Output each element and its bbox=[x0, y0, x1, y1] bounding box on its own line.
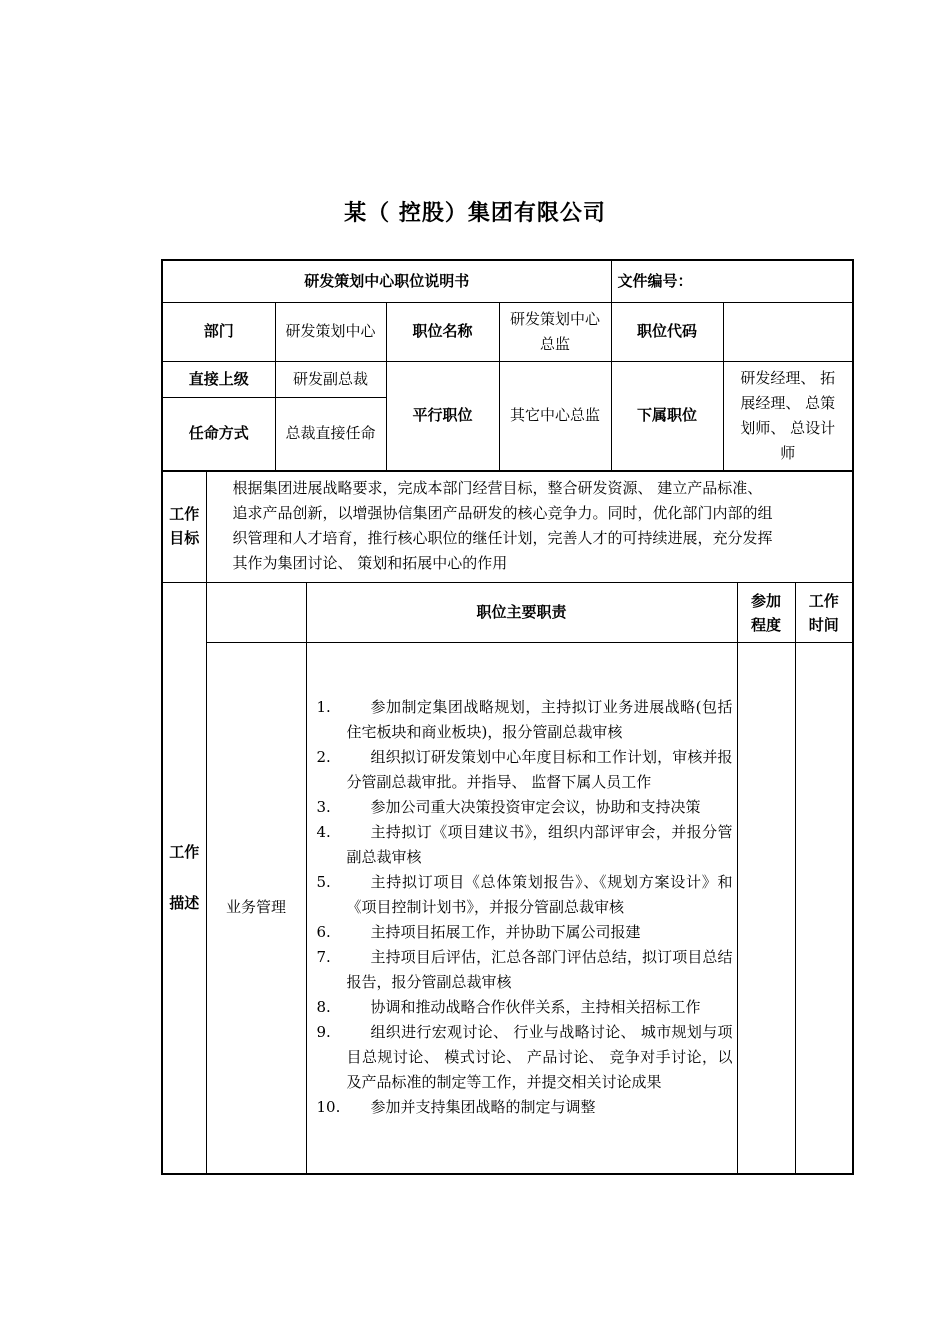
duties-list bbox=[306, 643, 737, 1174]
subordinate-line: 展经理、 总策 bbox=[740, 393, 836, 412]
duty-item bbox=[317, 995, 733, 1020]
duty-number: 1. bbox=[316, 698, 331, 717]
duty-item bbox=[317, 945, 733, 995]
category-header-empty bbox=[206, 583, 306, 643]
goal-line: 根据集团进展战略要求，完成本部门经营目标，整合研发资源、 建立产品标准、 bbox=[232, 479, 763, 497]
duty-text: 协调和推动战略合作伙伴关系，主持相关招标工作 bbox=[370, 998, 701, 1017]
duty-item bbox=[317, 1020, 733, 1095]
participation-degree-cell bbox=[737, 643, 795, 1174]
appointment-method-label: 任命方式 bbox=[162, 397, 275, 470]
duty-number: 3. bbox=[316, 798, 331, 817]
position-code-value bbox=[723, 302, 853, 361]
direct-superior-value: 研发副总裁 bbox=[275, 361, 386, 397]
position-name-line-2: 总监 bbox=[540, 334, 571, 353]
work-time-header bbox=[795, 583, 853, 643]
duty-number: 2. bbox=[316, 748, 331, 767]
duty-text: 组织进行宏观讨论、 行业与战略讨论、 城市规划与项目总规讨论、 模式讨论、 产品讨论、 竞争对手讨论，以及产品标准的制定等工作，并提交相关讨论成果 bbox=[346, 1023, 733, 1092]
parallel-position-value: 其它中心总监 bbox=[499, 361, 611, 471]
company-title: 某（ 控股）集团有限公司 bbox=[344, 201, 606, 226]
file-number-label: 文件编号： bbox=[611, 260, 853, 302]
goal-line: 织管理和人才培育，推行核心职位的继任计划，完善人才的可持续进展，充分发挥 bbox=[232, 529, 773, 547]
duty-item bbox=[317, 695, 733, 745]
duty-number: 7. bbox=[316, 948, 331, 967]
position-info-table bbox=[161, 259, 854, 472]
duty-number: 8. bbox=[316, 998, 331, 1017]
position-name-value bbox=[499, 302, 611, 361]
duty-item bbox=[317, 745, 733, 795]
job-description-table bbox=[161, 470, 854, 1175]
work-time-cell bbox=[795, 643, 853, 1174]
goal-line: 其作为集团讨论、 策划和拓展中心的作用 bbox=[232, 554, 508, 572]
position-name-label: 职位名称 bbox=[386, 302, 499, 361]
duty-item bbox=[317, 1095, 733, 1120]
work-goal-text bbox=[206, 470, 853, 583]
parallel-position-label: 平行职位 bbox=[386, 361, 499, 471]
position-name-line-1: 研发策划中心 bbox=[510, 309, 601, 328]
duty-text: 主持项目后评估，汇总各部门评估总结，拟订项目总结报告，报分管副总裁审核 bbox=[346, 948, 733, 992]
work-time-line-1: 工作 bbox=[808, 591, 839, 610]
duty-item bbox=[317, 795, 733, 820]
appointment-method-value: 总裁直接任命 bbox=[275, 397, 386, 470]
goal-line: 追求产品创新，以增强协信集团产品研发的核心竞争力。同时，优化部门内部的组 bbox=[232, 504, 773, 522]
participation-line-2: 程度 bbox=[750, 615, 781, 634]
duty-text: 主持拟订《项目建议书》，组织内部评审会，并报分管副总裁审核 bbox=[346, 823, 733, 867]
duty-text: 参加并支持集团战略的制定与调整 bbox=[370, 1098, 596, 1117]
participation-degree-header bbox=[737, 583, 795, 643]
subordinate-line: 研发经理、 拓 bbox=[740, 368, 836, 387]
work-time-line-2: 时间 bbox=[808, 615, 839, 634]
participation-line-1: 参加 bbox=[750, 591, 781, 610]
duty-text: 参加公司重大决策投资审定会议，协助和支持决策 bbox=[370, 798, 701, 817]
main-duties-header: 职位主要职责 bbox=[306, 583, 737, 643]
work-goal-label bbox=[162, 470, 206, 583]
duty-text: 主持拟订项目《总体策划报告》、《规划方案设计》和《项目控制计划书》，并报分管副总裁审核 bbox=[346, 873, 733, 917]
department-value: 研发策划中心 bbox=[275, 302, 386, 361]
work-goal-label-line-1: 工作 bbox=[169, 505, 200, 523]
duty-text: 主持项目拓展工作，并协助下属公司报建 bbox=[370, 923, 641, 942]
subordinate-line: 划师、 总设计 bbox=[740, 418, 836, 437]
duty-number: 6. bbox=[316, 923, 331, 942]
duty-number: 4. bbox=[316, 823, 331, 842]
subordinate-position-label: 下属职位 bbox=[611, 361, 723, 471]
duty-number: 10. bbox=[316, 1098, 341, 1117]
business-management-category: 业务管理 bbox=[206, 643, 306, 1174]
duty-item bbox=[317, 920, 733, 945]
duty-item bbox=[317, 820, 733, 870]
duty-text: 参加制定集团战略规划，主持拟订业务进展战略(包括住宅板块和商业板块)，报分管副总裁审核 bbox=[346, 698, 733, 742]
direct-superior-label: 直接上级 bbox=[162, 361, 275, 397]
subordinate-line: 师 bbox=[780, 443, 796, 462]
work-description-label-line-2: 描述 bbox=[169, 893, 200, 912]
subordinate-position-value bbox=[723, 361, 853, 471]
duty-item bbox=[317, 870, 733, 920]
duty-number: 9. bbox=[316, 1023, 331, 1042]
duty-text: 组织拟订研发策划中心年度目标和工作计划，审核并报分管副总裁审批。并指导、 监督下属人员工作 bbox=[346, 748, 733, 792]
form-title: 研发策划中心职位说明书 bbox=[162, 260, 611, 302]
work-description-label bbox=[162, 583, 206, 1174]
department-label: 部门 bbox=[162, 302, 275, 361]
work-description-label-line-1: 工作 bbox=[169, 842, 200, 861]
work-goal-label-line-2: 目标 bbox=[169, 529, 200, 547]
duty-number: 5. bbox=[316, 873, 331, 892]
position-code-label: 职位代码 bbox=[611, 302, 723, 361]
